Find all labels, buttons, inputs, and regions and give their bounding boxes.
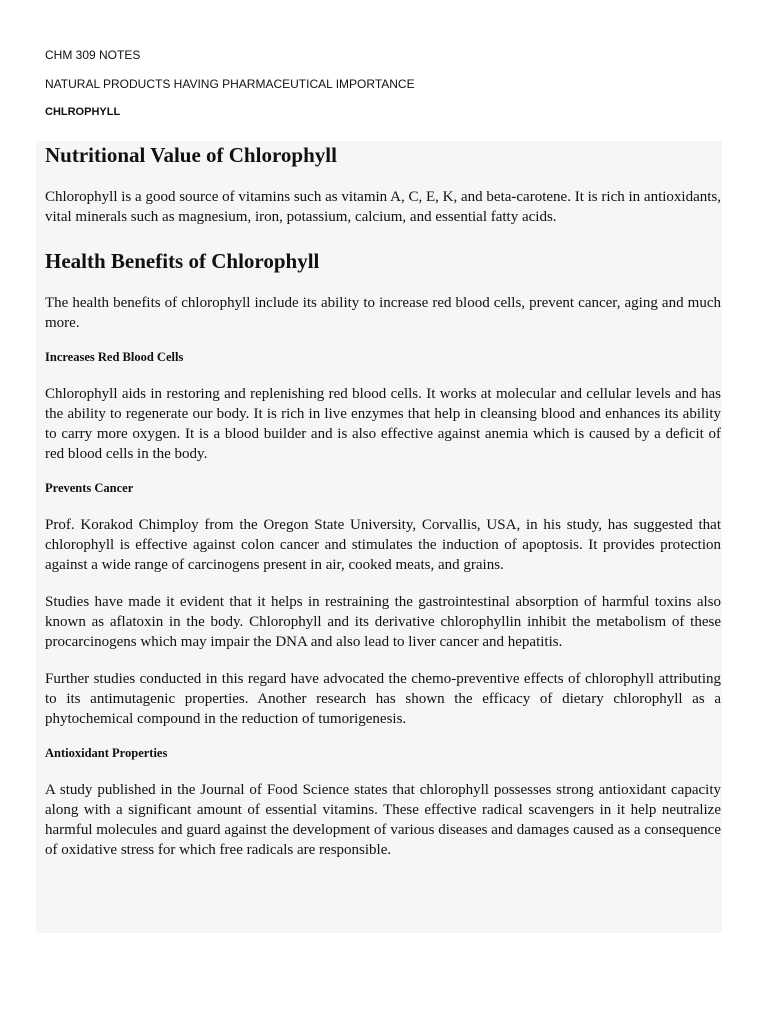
- article-body: [36, 141, 722, 933]
- cancer-paragraph-3: Further studies conducted in this regard have advocated the chemo-preventive effects of chlorophyll attributing to its antimutagenic properties. Another research has shown the efficacy of dietary chlorophyll as a phytochemical compound in the reduction of tumorigenesis.: [45, 671, 721, 727]
- rbc-heading: Increases Red Blood Cells: [45, 350, 184, 364]
- topic-title: NATURAL PRODUCTS HAVING PHARMACEUTICAL IMPORTANCE: [45, 77, 415, 91]
- benefits-heading: Health Benefits of Chlorophyll: [45, 249, 320, 273]
- cancer-paragraph-1: Prof. Korakod Chimploy from the Oregon State University, Corvallis, USA, in his study, has suggested that chlorophyll is effective against colon cancer and stimulates the induction of apoptosis. It provides protection against a wide range of carcinogens present in air, cooked meats, and grains.: [45, 517, 721, 573]
- antioxidant-heading: Antioxidant Properties: [45, 746, 168, 760]
- cancer-heading: Prevents Cancer: [45, 481, 134, 495]
- cancer-paragraph-2: Studies have made it evident that it helps in restraining the gastrointestinal absorption of harmful toxins also known as aflatoxin in the body. Chlorophyll and its derivative chlorophyllin inhibit the metabolism of these procarcinogens which may impair the DNA and also lead to liver cancer and hepatitis.: [45, 594, 721, 650]
- benefits-paragraph: The health benefits of chlorophyll include its ability to increase red blood cells, prevent cancer, aging and much more.: [45, 295, 721, 331]
- nutrition-paragraph: Chlorophyll is a good source of vitamins such as vitamin A, C, E, K, and beta-carotene. It is rich in antioxidants, vital minerals such as magnesium, iron, potassium, calcium, and essential fatty acids.: [45, 189, 721, 225]
- subject-title: CHLROPHYLL: [45, 106, 121, 118]
- rbc-paragraph: Chlorophyll aids in restoring and replenishing red blood cells. It works at molecular and cellular levels and has the ability to regenerate our body. It is rich in live enzymes that help in cleansing blood and enhances its ability to carry more oxygen. It is a blood builder and is also effective against anemia which is caused by a deficit of red blood cells in the body.: [45, 386, 721, 462]
- nutrition-heading: Nutritional Value of Chlorophyll: [45, 143, 337, 167]
- course-title: CHM 309 NOTES: [45, 48, 141, 62]
- antioxidant-paragraph: A study published in the Journal of Food Science states that chlorophyll possesses strong antioxidant capacity along with a significant amount of essential vitamins. These effective radical scavengers in it help neutralize harmful molecules and guard against the development of various diseases and damages caused as a consequence of oxidative stress for which free radicals are responsible.: [45, 782, 721, 858]
